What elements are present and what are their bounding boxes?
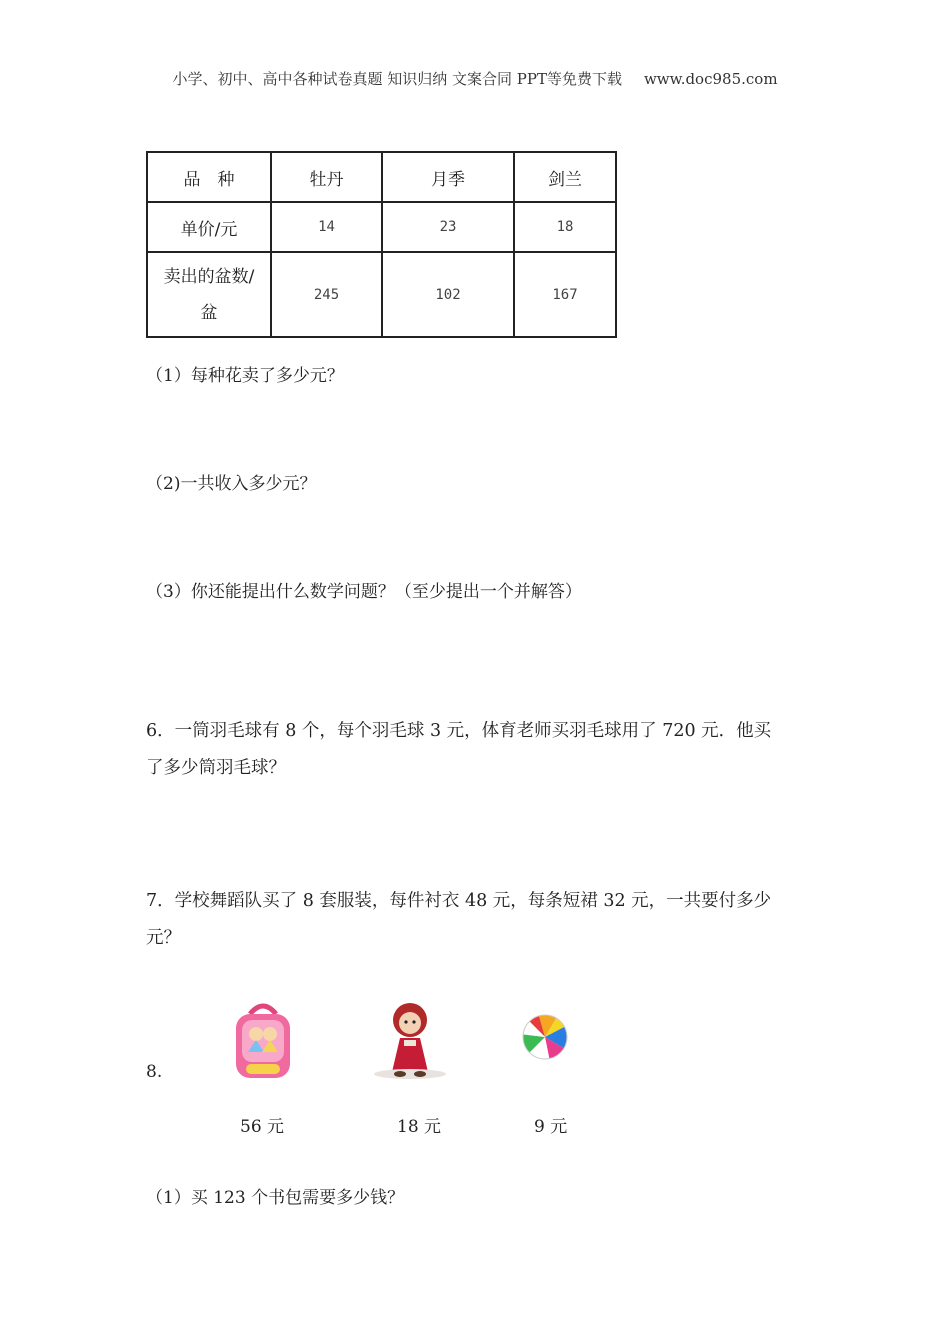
q7-line2: 元？ xyxy=(146,928,181,948)
backpack-price: 56 元 xyxy=(240,1117,285,1137)
table-row xyxy=(147,202,616,252)
ball-icon xyxy=(520,1012,570,1062)
table-cell: 14 xyxy=(271,202,382,252)
doll-price: 18 元 xyxy=(397,1117,442,1137)
ball-price: 9 元 xyxy=(534,1117,568,1137)
doll-icon xyxy=(370,996,450,1080)
question-6 xyxy=(146,713,816,787)
page-header xyxy=(0,68,950,89)
q8-sub1: （1）买 123 个书包需要多少钱？ xyxy=(146,1188,405,1208)
question-7 xyxy=(146,883,816,957)
q5-sub2: （2)一共收入多少元？ xyxy=(146,474,317,494)
row-label xyxy=(147,252,271,337)
table-cell: 102 xyxy=(382,252,514,337)
q7-line1: 7．学校舞蹈队买了 8 套服装，每件衬衣 48 元，每条短裙 32 元，一共要付多少 xyxy=(146,891,772,911)
table-cell: 245 xyxy=(271,252,382,337)
flower-sales-table xyxy=(146,151,617,338)
table-cell: 23 xyxy=(382,202,514,252)
table-header-cell: 牡丹 xyxy=(271,152,382,202)
q5-sub1: （1）每种花卖了多少元？ xyxy=(146,366,344,386)
table-cell: 167 xyxy=(514,252,616,337)
header-text: 小学、初中、高中各种试卷真题 知识归纳 文案合同 PPT等免费下载 xyxy=(172,70,622,88)
table-header-cell: 品 种 xyxy=(147,152,271,202)
backpack-icon xyxy=(228,1000,298,1082)
q5-sub3: （3）你还能提出什么数学问题？（至少提出一个并解答） xyxy=(146,582,582,602)
row-label-line2: 盆 xyxy=(200,302,218,323)
header-url[interactable]: www.doc985.com xyxy=(643,70,778,88)
table-header-row xyxy=(147,152,616,202)
q6-line2: 了多少筒羽毛球？ xyxy=(146,758,286,778)
table-cell: 18 xyxy=(514,202,616,252)
table-row xyxy=(147,252,616,337)
row-label-line1: 卖出的盆数/ xyxy=(163,266,255,287)
q8-number: 8. xyxy=(146,1062,163,1082)
table-header-cell: 剑兰 xyxy=(514,152,616,202)
row-label: 单价/元 xyxy=(147,202,271,252)
table-header-cell: 月季 xyxy=(382,152,514,202)
q6-line1: 6．一筒羽毛球有 8 个，每个羽毛球 3 元，体育老师买羽毛球用了 720 元．他买 xyxy=(146,721,772,741)
